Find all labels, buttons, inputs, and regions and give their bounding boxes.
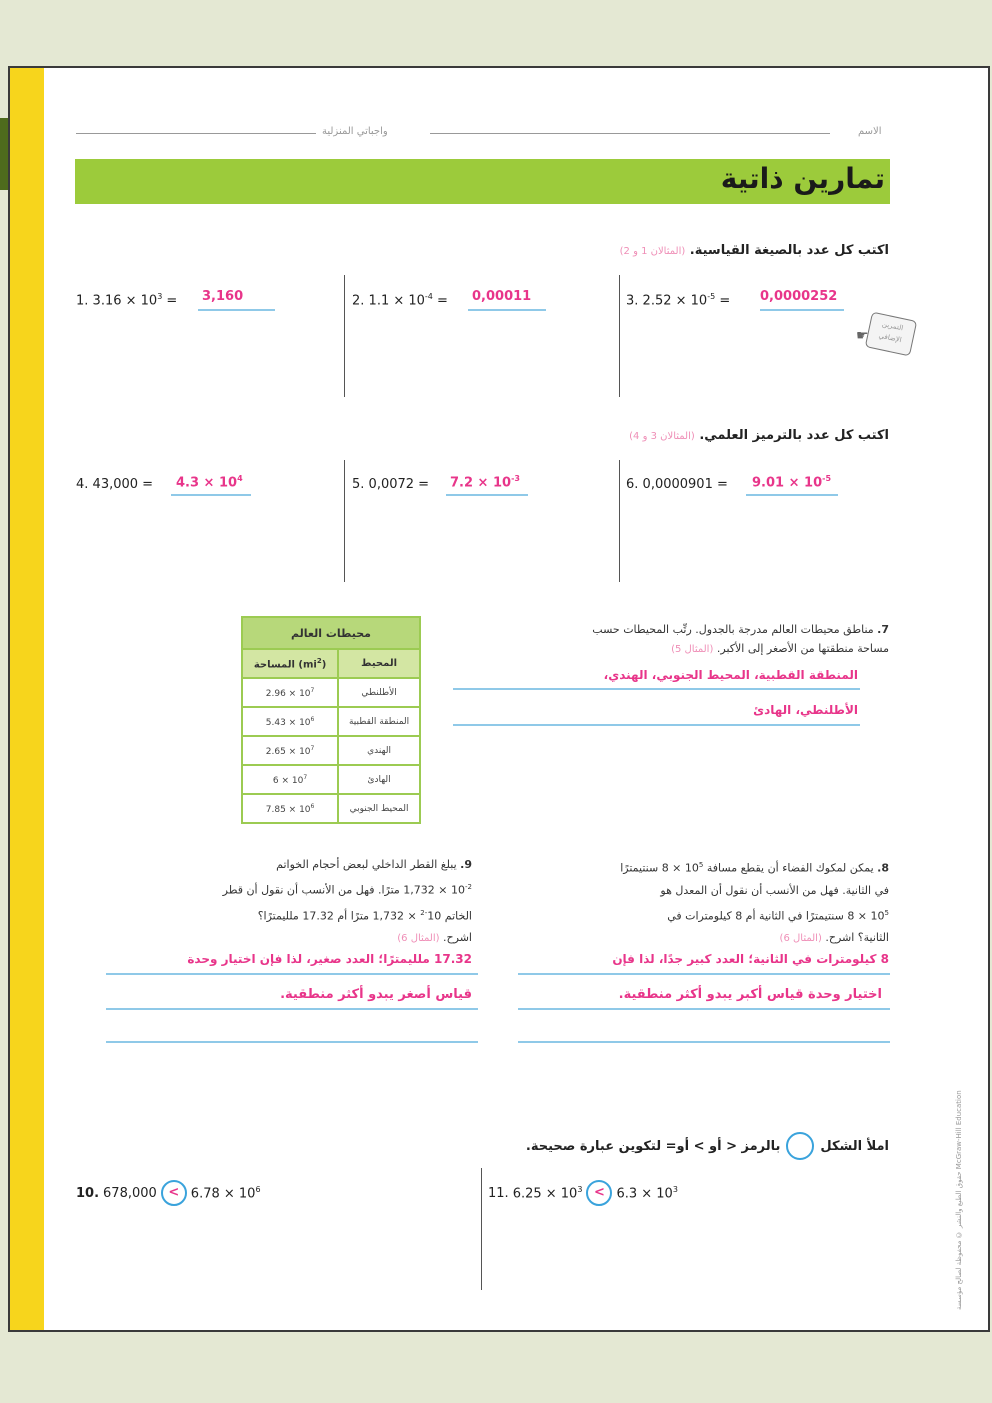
item-6: 6. 0,0000901 =	[626, 477, 728, 492]
compare-circle-10[interactable]: <	[161, 1180, 187, 1206]
lesson-label: واجباتي المنزلية	[322, 126, 388, 137]
section3-instruction: املأ الشكل بالرمز < أو > أو= لتكوين عبارة صحيحة.	[526, 1132, 889, 1160]
divider	[619, 460, 620, 582]
name-label: الاسم	[858, 126, 882, 137]
q8-line-3[interactable]	[518, 1041, 890, 1043]
q8-answer-line-1: 8 كيلومترات في الثانية؛ العدد كبير جدًا، لذا فإن	[612, 952, 889, 966]
q9-answer-line-2: قياس أصغر يبدو أكثر منطقية.	[280, 987, 472, 1002]
answer-6: $9.01 \times 10^{-5}$	[752, 474, 832, 491]
q8-line-1[interactable]	[518, 973, 890, 975]
section1-instruction: اكتب كل عدد بالصيغة القياسية. (المثالان 1 و 2)	[619, 243, 889, 258]
page-title: تمارين ذاتية	[720, 162, 885, 195]
item-3: 3. $2.52 \times 10^{-5}$ =	[626, 292, 731, 309]
table-row: المنطقة القطبية $5.43 \times 10^6$	[242, 707, 420, 736]
answer-line-3[interactable]	[760, 309, 844, 311]
answer-5: $7.2 \times 10^{-3}$	[450, 474, 520, 491]
answer-line-1[interactable]	[198, 309, 275, 311]
item-11: 11. $6.25 \times 10^3$ < $6.3 \times 10^3$	[488, 1180, 678, 1206]
answer-2: 0,00011	[472, 289, 532, 304]
q9-answer-line-1: 17.32 ملليمترًا؛ العدد صغير، لذا فإن اختيار وحدة	[187, 952, 472, 966]
q7-line-2[interactable]	[453, 724, 860, 726]
divider	[619, 275, 620, 397]
item-4: 4. 43,000 =	[76, 477, 154, 492]
answer-line-2[interactable]	[468, 309, 546, 311]
answer-line-4[interactable]	[171, 494, 251, 496]
col-area: المساحة $(mi^2)$	[242, 649, 338, 678]
col-ocean: المحيط	[338, 649, 420, 678]
section2-instruction: اكتب كل عدد بالترميز العلمي. (المثالان 3 و 4)	[629, 428, 889, 443]
table-row: الأطلنطي $2.96 \times 10^7$	[242, 678, 420, 707]
table-row: المحيط الجنوبي $7.85 \times 10^6$	[242, 794, 420, 823]
question-7: 7. مناطق محيطات العالم مدرجة بالجدول. رتِّب المحيطات حسب مساحة منطقتها من الأصغر إلى الأكبر. (المثال 5)	[592, 623, 889, 655]
q8-answer-line-2: اختيار وحدة قياس أكبر يبدو أكثر منطقية.	[618, 987, 882, 1002]
circle-shape-icon	[786, 1132, 814, 1160]
side-copyright: حقوق الطبع والنشر © محفوظة لصالح مؤسسة McGraw-Hill Education	[955, 1090, 963, 1310]
q7-answer-line-2: الأطلنطي، الهادئ	[753, 703, 858, 717]
chapter-tab	[0, 118, 8, 190]
yellow-margin-band	[10, 68, 44, 1330]
divider	[481, 1168, 482, 1290]
q9-line-3[interactable]	[106, 1041, 478, 1043]
name-line	[430, 133, 830, 134]
item-5: 5. 0,0072 =	[352, 477, 430, 492]
q8-line-2[interactable]	[518, 1008, 890, 1010]
oceans-table	[241, 616, 421, 824]
item-10: 10. 678,000 < $6.78 \times 10^6$	[76, 1180, 261, 1206]
extra-practice-sticker: التمرين الإضافي	[865, 312, 917, 357]
table-row: الهندي $2.65 \times 10^7$	[242, 736, 420, 765]
compare-circle-11[interactable]: <	[586, 1180, 612, 1206]
answer-1: 3,160	[202, 289, 244, 304]
item-2: 2. $1.1 \times 10^{-4}$ =	[352, 292, 448, 309]
q9-line-2[interactable]	[106, 1008, 478, 1010]
table-title: محيطات العالم	[242, 617, 420, 649]
question-8: 8. يمكن لمكوك الفضاء أن يقطع مسافة $10^5 \times 8$ سنتيمترًا في الثانية. فهل من الأنسب أن نقول أن المعدل هو $10^5 \times 8$ سنتيمترًا في الثانية أم 8 كيلومترات في الثانية؟ اشرح. (المثال 6)	[620, 861, 889, 945]
question-9: 9. يبلغ القطر الداخلي لبعض أحجام الخواتم $10^{-2} \times 1,732$ مترًا. فهل من الأنسب أن نقول أن قطر الخاتم $10^{-2} \times 1,732$ مترًا أم 17.32 ملليمترًا؟ اشرح. (المثال 6)	[222, 858, 472, 945]
hand-icon: ☛	[856, 328, 869, 344]
divider	[344, 460, 345, 582]
lesson-line	[76, 133, 316, 134]
answer-3: 0,0000252	[760, 289, 838, 304]
q7-answer-line-1: المنطقة القطبية، المحيط الجنوبي، الهندي،	[603, 668, 858, 682]
divider	[344, 275, 345, 397]
answer-line-6[interactable]	[746, 494, 838, 496]
item-1: 1. $3.16 \times 10^3$ =	[76, 292, 178, 309]
table-row: الهادئ $6 \times 10^7$	[242, 765, 420, 794]
q7-line-1[interactable]	[453, 688, 860, 690]
answer-4: $4.3 \times 10^4$	[176, 474, 243, 491]
q9-line-1[interactable]	[106, 973, 478, 975]
answer-line-5[interactable]	[446, 494, 528, 496]
